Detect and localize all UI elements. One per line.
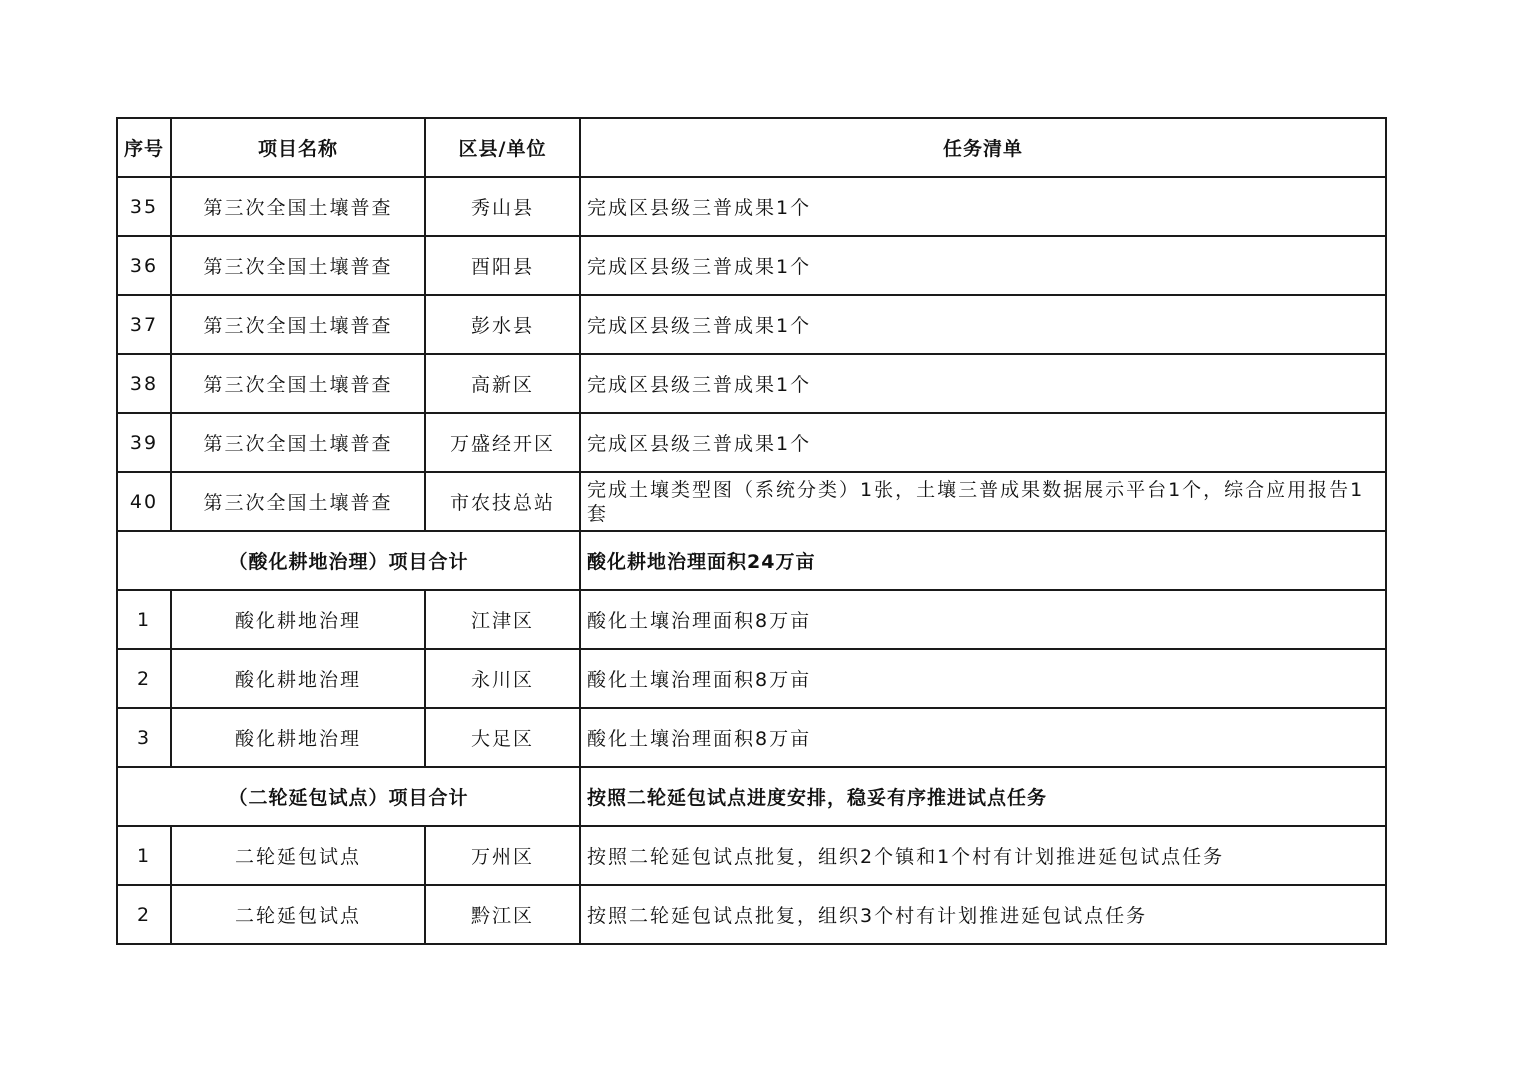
row-unit: 秀山县	[425, 177, 580, 236]
subtotal-row-lease	[117, 767, 1386, 826]
row-name: 二轮延包试点	[171, 826, 425, 885]
row-no: 1	[117, 826, 171, 885]
row-name: 酸化耕地治理	[171, 649, 425, 708]
row-no: 1	[117, 590, 171, 649]
row-task	[580, 472, 1386, 531]
row-task: 完成区县级三普成果1个	[580, 413, 1386, 472]
row-unit: 彭水县	[425, 295, 580, 354]
row-name: 第三次全国土壤普查	[171, 354, 425, 413]
row-unit: 万州区	[425, 826, 580, 885]
row-task-text: 完成土壤类型图（系统分类）1张，土壤三普成果数据展示平台1个，综合应用报告1套	[587, 478, 1365, 525]
row-unit: 高新区	[425, 354, 580, 413]
row-no: 36	[117, 236, 171, 295]
table-row	[117, 708, 1386, 767]
row-name: 第三次全国土壤普查	[171, 472, 425, 531]
row-no: 38	[117, 354, 171, 413]
header-unit: 区县/单位	[425, 118, 580, 177]
subtotal-task: 酸化耕地治理面积24万亩	[580, 531, 1386, 590]
table-row	[117, 177, 1386, 236]
row-unit: 市农技总站	[425, 472, 580, 531]
row-name: 第三次全国土壤普查	[171, 295, 425, 354]
row-no: 39	[117, 413, 171, 472]
subtotal-label: （酸化耕地治理）项目合计	[117, 531, 580, 590]
row-task: 酸化土壤治理面积8万亩	[580, 590, 1386, 649]
row-unit: 江津区	[425, 590, 580, 649]
row-unit: 永川区	[425, 649, 580, 708]
table-row	[117, 885, 1386, 944]
row-task: 完成区县级三普成果1个	[580, 295, 1386, 354]
row-name: 酸化耕地治理	[171, 708, 425, 767]
row-name: 第三次全国土壤普查	[171, 236, 425, 295]
header-no: 序号	[117, 118, 171, 177]
row-unit: 大足区	[425, 708, 580, 767]
row-no: 35	[117, 177, 171, 236]
table-row	[117, 236, 1386, 295]
row-unit: 万盛经开区	[425, 413, 580, 472]
subtotal-row-acid	[117, 531, 1386, 590]
row-task: 完成区县级三普成果1个	[580, 236, 1386, 295]
row-no: 37	[117, 295, 171, 354]
row-name: 酸化耕地治理	[171, 590, 425, 649]
row-no: 2	[117, 649, 171, 708]
table-row	[117, 826, 1386, 885]
table-row	[117, 354, 1386, 413]
table-row	[117, 649, 1386, 708]
table-row	[117, 590, 1386, 649]
subtotal-label: （二轮延包试点）项目合计	[117, 767, 580, 826]
header-task: 任务清单	[580, 118, 1386, 177]
row-task: 完成区县级三普成果1个	[580, 177, 1386, 236]
task-table	[116, 117, 1387, 945]
row-name: 第三次全国土壤普查	[171, 413, 425, 472]
table-header-row	[117, 118, 1386, 177]
subtotal-task: 按照二轮延包试点进度安排，稳妥有序推进试点任务	[580, 767, 1386, 826]
row-unit: 酉阳县	[425, 236, 580, 295]
row-unit: 黔江区	[425, 885, 580, 944]
row-name: 二轮延包试点	[171, 885, 425, 944]
row-task: 酸化土壤治理面积8万亩	[580, 708, 1386, 767]
row-task: 按照二轮延包试点批复，组织2个镇和1个村有计划推进延包试点任务	[580, 826, 1386, 885]
table-row	[117, 472, 1386, 531]
header-name: 项目名称	[171, 118, 425, 177]
table-row	[117, 413, 1386, 472]
table-row	[117, 295, 1386, 354]
row-task: 酸化土壤治理面积8万亩	[580, 649, 1386, 708]
row-task: 按照二轮延包试点批复，组织3个村有计划推进延包试点任务	[580, 885, 1386, 944]
row-no: 2	[117, 885, 171, 944]
row-name: 第三次全国土壤普查	[171, 177, 425, 236]
row-no: 3	[117, 708, 171, 767]
row-task: 完成区县级三普成果1个	[580, 354, 1386, 413]
row-no: 40	[117, 472, 171, 531]
